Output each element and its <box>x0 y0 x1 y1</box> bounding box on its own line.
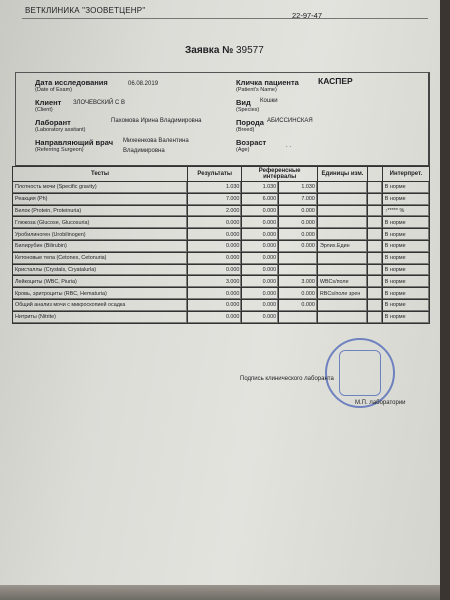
cell-test: Билирубин (Bilirubin) <box>13 240 188 252</box>
table-row <box>13 276 430 288</box>
table-row <box>13 229 430 241</box>
cell-ref-low: 0.000 <box>242 299 279 311</box>
cell-interp: В норме <box>382 217 429 229</box>
cell-blank <box>368 229 383 241</box>
request-number: 39577 <box>236 45 264 56</box>
header-ref: Референсные интервалы <box>242 167 317 182</box>
cell-test: Глюкоза (Glucose, Glucosuria) <box>13 217 188 229</box>
table-row <box>13 252 430 264</box>
cell-ref-low: 0.000 <box>242 311 279 323</box>
cell-blank <box>368 240 383 252</box>
cell-test: Плотность мочи (Specific gravity) <box>13 182 188 194</box>
cell-ref-high: 0.000 <box>279 205 318 217</box>
cell-unit <box>317 217 367 229</box>
cell-interp: В норме <box>382 252 429 264</box>
cell-ref-low: 0.000 <box>242 276 279 288</box>
cell-result: 0.000 <box>187 264 241 276</box>
surgeon-sub: (Referring Surgeon) <box>35 147 84 153</box>
surgeon-label: Направляющий врач <box>35 138 114 147</box>
cell-ref-low: 0.000 <box>242 205 279 217</box>
patient-label: Кличка пациента <box>236 78 299 87</box>
cell-result: 0.000 <box>187 217 241 229</box>
cell-unit: Эрлих.Един <box>317 240 367 252</box>
cell-blank <box>368 193 383 205</box>
client-label: Клиент <box>35 98 62 107</box>
breed-sub: (Breed) <box>236 127 255 133</box>
cell-result: 0.000 <box>187 299 241 311</box>
age-label: Возраст <box>236 138 267 147</box>
cell-ref-high: 7.000 <box>279 193 318 205</box>
cell-blank <box>368 276 383 288</box>
cell-blank <box>368 299 383 311</box>
cell-result: 2.000 <box>187 205 241 217</box>
cell-ref-high: 0.000 <box>279 240 318 252</box>
surgeon-value-line2: Владимировна <box>123 148 165 154</box>
table-row <box>13 299 430 311</box>
table-row <box>13 311 430 323</box>
cell-blank <box>368 252 383 264</box>
cell-ref-high <box>279 311 318 323</box>
header-divider <box>22 18 428 19</box>
cell-ref-low: 0.000 <box>242 288 279 300</box>
cell-result: 3.000 <box>187 276 241 288</box>
cell-unit: WBCs/поле <box>317 276 367 288</box>
cell-result: 0.000 <box>187 252 241 264</box>
cell-ref-high: 0.000 <box>279 229 318 241</box>
table-row <box>13 193 430 205</box>
table-row <box>13 182 430 194</box>
cell-ref-high: 0.000 <box>279 217 318 229</box>
table-row <box>13 288 430 300</box>
cell-ref-low: 6.000 <box>242 193 279 205</box>
cell-ref-high: 0.000 <box>279 299 318 311</box>
table-row <box>13 205 430 217</box>
cell-test: Реакция (Ph) <box>13 193 188 205</box>
cell-interp: В норме <box>382 276 429 288</box>
cell-interp: В норме <box>382 264 429 276</box>
cell-ref-high <box>279 264 318 276</box>
breed-label: Порода <box>236 118 264 127</box>
lab-sub: (Laboratory assitant) <box>35 127 86 133</box>
cell-test: Общий анализ мочи с микроскопией осадка <box>13 299 188 311</box>
table-row <box>13 240 430 252</box>
signature-label: Подпись клинического лаборанта <box>240 376 334 382</box>
cell-interp: В норме <box>382 182 429 194</box>
lab-value: Пахомова Ирина Владимировна <box>111 118 202 124</box>
cell-unit <box>317 311 367 323</box>
cell-test: Белок (Protein, Proteinuria) <box>13 205 188 217</box>
results-table <box>12 166 430 324</box>
surgeon-value-line1: Михеенкова Валентина <box>123 138 189 144</box>
cell-ref-high: 1.030 <box>279 182 318 194</box>
cell-unit <box>317 264 367 276</box>
breed-value: АБИССИНСКАЯ <box>267 118 313 124</box>
client-value: ЗЛОЧЕВСКИЙ С В <box>73 100 125 106</box>
table-row <box>13 217 430 229</box>
cell-ref-high: 0.000 <box>279 288 318 300</box>
cell-result: 0.000 <box>187 288 241 300</box>
lab-stamp <box>325 338 395 408</box>
cell-interp: ↑***** % <box>382 205 429 217</box>
cell-result: 0.000 <box>187 240 241 252</box>
cell-ref-low: 0.000 <box>242 217 279 229</box>
cell-blank <box>368 182 383 194</box>
cell-interp: В норме <box>382 311 429 323</box>
client-sub: (Client) <box>35 107 53 113</box>
cell-test: Лейкоциты (WBC, Piuria) <box>13 276 188 288</box>
clinic-phone: 22-97-47 <box>292 11 323 20</box>
cell-unit <box>317 229 367 241</box>
cell-ref-low: 1.030 <box>242 182 279 194</box>
cell-test: Уробилиноген (Urobilinogen) <box>13 229 188 241</box>
age-value: . . <box>286 143 292 149</box>
header-interp: Интерпрет. <box>382 167 429 182</box>
cell-blank <box>368 205 383 217</box>
cell-result: 0.000 <box>187 229 241 241</box>
cell-blank <box>368 311 383 323</box>
header-blank <box>368 167 383 182</box>
results-body <box>13 182 430 324</box>
cell-interp: В норме <box>382 288 429 300</box>
table-row <box>13 264 430 276</box>
cell-interp: В норме <box>382 240 429 252</box>
cell-result: 7.000 <box>187 193 241 205</box>
cell-test: Нитриты (Nitrite) <box>13 311 188 323</box>
cell-test: Кетоновые тела (Cetones, Cetonuria) <box>13 252 188 264</box>
exam-date-value: 06.08.2019 <box>128 81 159 87</box>
cell-unit <box>317 205 367 217</box>
patient-sub: (Patient's Name) <box>236 87 277 93</box>
cell-ref-low: 0.000 <box>242 264 279 276</box>
cell-result: 0.000 <box>187 311 241 323</box>
request-label: Заявка № <box>185 45 234 56</box>
cell-blank <box>368 288 383 300</box>
cell-ref-low: 0.000 <box>242 252 279 264</box>
table-header-row <box>13 167 430 182</box>
cell-unit <box>317 252 367 264</box>
cell-blank <box>368 217 383 229</box>
species-sub: (Species) <box>236 107 260 113</box>
cell-blank <box>368 264 383 276</box>
clinic-name: ВЕТКЛИНИКА "ЗООВЕТЦЕНР" <box>25 6 146 15</box>
cell-test: Кровь, эритроциты (RBC, Hematuria) <box>13 288 188 300</box>
lab-label: Лаборант <box>35 118 71 127</box>
cell-interp: В норме <box>382 229 429 241</box>
cell-unit: RBCs/поле зрен <box>317 288 367 300</box>
species-value: Кошки <box>260 98 278 104</box>
patient-info-box <box>15 72 430 167</box>
cell-unit <box>317 193 367 205</box>
cell-test: Кристаллы (Crystals, Cryatalurla) <box>13 264 188 276</box>
cell-ref-high <box>279 252 318 264</box>
exam-date-label: Дата исследования <box>35 78 108 87</box>
species-label: Вид <box>236 98 251 107</box>
cell-ref-high: 3.000 <box>279 276 318 288</box>
header-result: Результаты <box>187 167 241 182</box>
age-sub: (Age) <box>236 147 250 153</box>
patient-value: КАСПЕР <box>318 76 353 86</box>
header-test: Тесты <box>13 167 188 182</box>
cell-interp: В норме <box>382 193 429 205</box>
cell-interp: В норме <box>382 299 429 311</box>
cell-ref-low: 0.000 <box>242 240 279 252</box>
cell-unit <box>317 299 367 311</box>
cell-result: 1.030 <box>187 182 241 194</box>
floor-background <box>0 585 440 600</box>
mp-label: М.П. лаборатории <box>355 400 406 406</box>
cell-unit <box>317 182 367 194</box>
cell-ref-low: 0.000 <box>242 229 279 241</box>
header-unit: Единицы изм. <box>317 167 367 182</box>
stamp-emblem <box>339 350 381 396</box>
exam-date-sub: (Date of Exam) <box>35 87 72 93</box>
